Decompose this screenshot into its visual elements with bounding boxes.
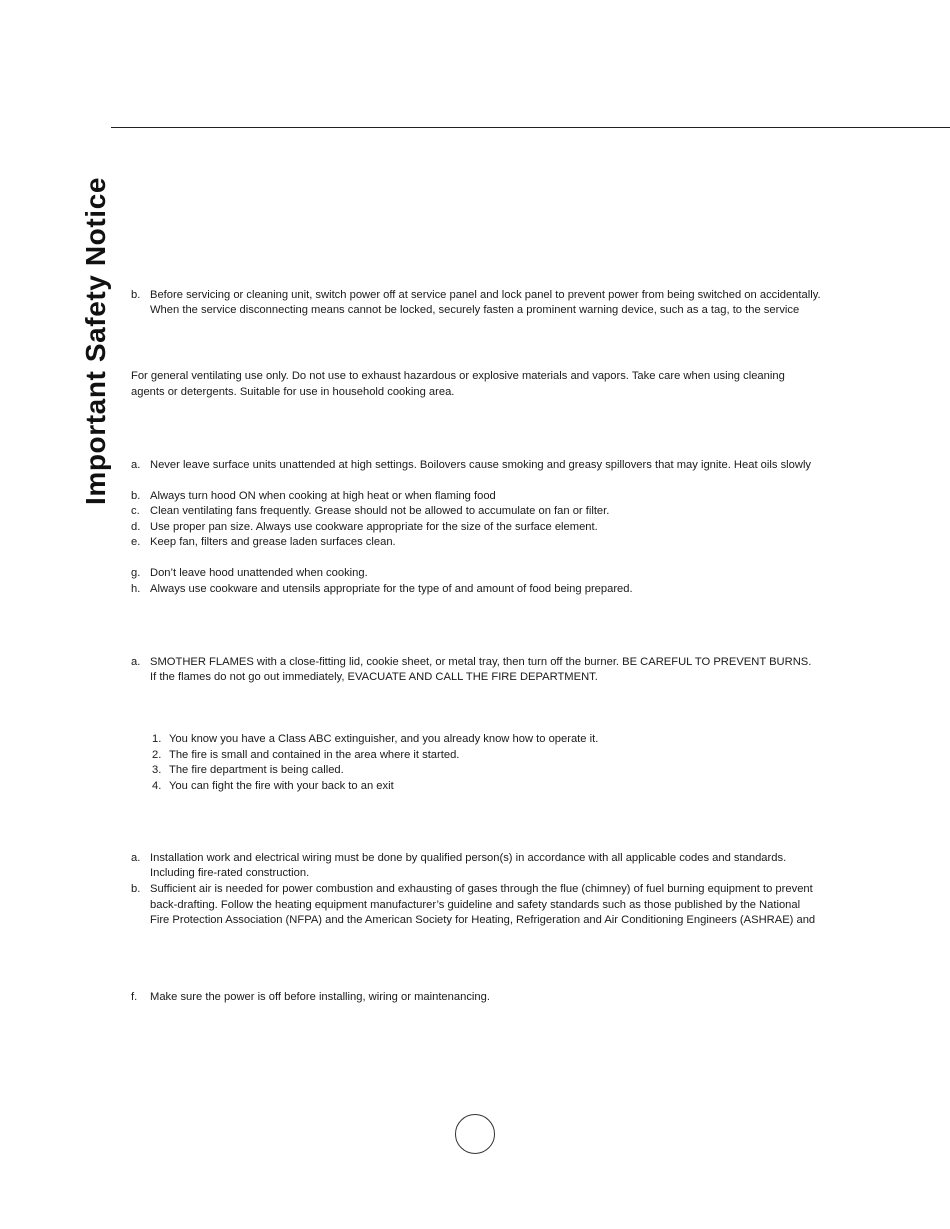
page-number-circle [455, 1114, 495, 1154]
range-fire-line-1: SMOTHER FLAMES with a close-fitting lid, cookie sheet, or metal tray, then turn off the burner. BE CAREFUL TO PREVENT BURNS. [150, 656, 812, 668]
list-item: Always use cookware and utensils appropriate for the type of and amount of food being prepared. [150, 583, 633, 595]
list-marker: f. [131, 991, 138, 1003]
list-marker: b. [131, 289, 141, 301]
list-item: Don’t leave hood unattended when cooking. [150, 567, 368, 579]
list-item: Make sure the power is off before installing, wiring or maintenancing. [150, 991, 490, 1003]
list-item: Clean ventilating fans frequently. Grease should not be allowed to accumulate on fan or filter. [150, 505, 610, 517]
list-marker: c. [131, 505, 140, 517]
list-marker: b. [131, 883, 141, 895]
installation-b-line-3: Fire Protection Association (NFPA) and the American Society for Heating, Refrigeration and Air Conditioning Engineers (ASHRAE) and [150, 914, 816, 926]
list-item: You know you have a Class ABC extinguisher, and you already know how to operate it. [169, 733, 599, 745]
general-use-line-2: agents or detergents. Suitable for use in household cooking area. [131, 386, 455, 398]
list-marker: h. [131, 583, 141, 595]
list-marker: a. [131, 852, 141, 864]
list-item: Never leave surface units unattended at high settings. Boilovers cause smoking and greasy spillovers that may ignite. Heat oils slowly [150, 459, 812, 471]
list-item: You can fight the fire with your back to an exit [169, 780, 394, 792]
numbered-marker: 4. [152, 780, 162, 792]
list-marker: a. [131, 459, 141, 471]
list-marker: g. [131, 567, 141, 579]
installation-b-line-1: Sufficient air is needed for power combustion and exhausting of gases through the flue (chimney) of fuel burning equipment to prevent [150, 883, 813, 895]
list-marker: d. [131, 521, 141, 533]
list-marker: e. [131, 536, 141, 548]
servicing-text-line-1: Before servicing or cleaning unit, switch power off at service panel and lock panel to prevent power from being switched on accidentally. [150, 289, 821, 301]
numbered-marker: 3. [152, 764, 162, 776]
list-item: The fire department is being called. [169, 764, 344, 776]
list-marker: b. [131, 490, 141, 502]
list-item: The fire is small and contained in the area where it started. [169, 749, 460, 761]
list-marker: a. [131, 656, 141, 668]
side-title: Important Safety Notice [80, 176, 111, 506]
numbered-marker: 2. [152, 749, 162, 761]
range-fire-line-2: If the flames do not go out immediately, EVACUATE AND CALL THE FIRE DEPARTMENT. [150, 671, 598, 683]
installation-a-line-2: Including fire-rated construction. [150, 867, 310, 879]
installation-b-line-2: back-drafting. Follow the heating equipment manufacturer’s guideline and safety standards such as those published by the National [150, 899, 801, 911]
header-rule [111, 127, 950, 128]
list-item: Keep fan, filters and grease laden surfaces clean. [150, 536, 396, 548]
list-item: Always turn hood ON when cooking at high heat or when flaming food [150, 490, 496, 502]
servicing-text-line-2: When the service disconnecting means cannot be locked, securely fasten a prominent warning device, such as a tag, to the service [150, 304, 800, 316]
list-item: Use proper pan size. Always use cookware appropriate for the size of the surface element. [150, 521, 598, 533]
installation-a-line-1: Installation work and electrical wiring must be done by qualified person(s) in accordance with all applicable codes and standards. [150, 852, 787, 864]
general-use-line-1: For general ventilating use only. Do not use to exhaust hazardous or explosive materials and vapors. Take care when using cleaning [131, 370, 785, 382]
numbered-marker: 1. [152, 733, 162, 745]
